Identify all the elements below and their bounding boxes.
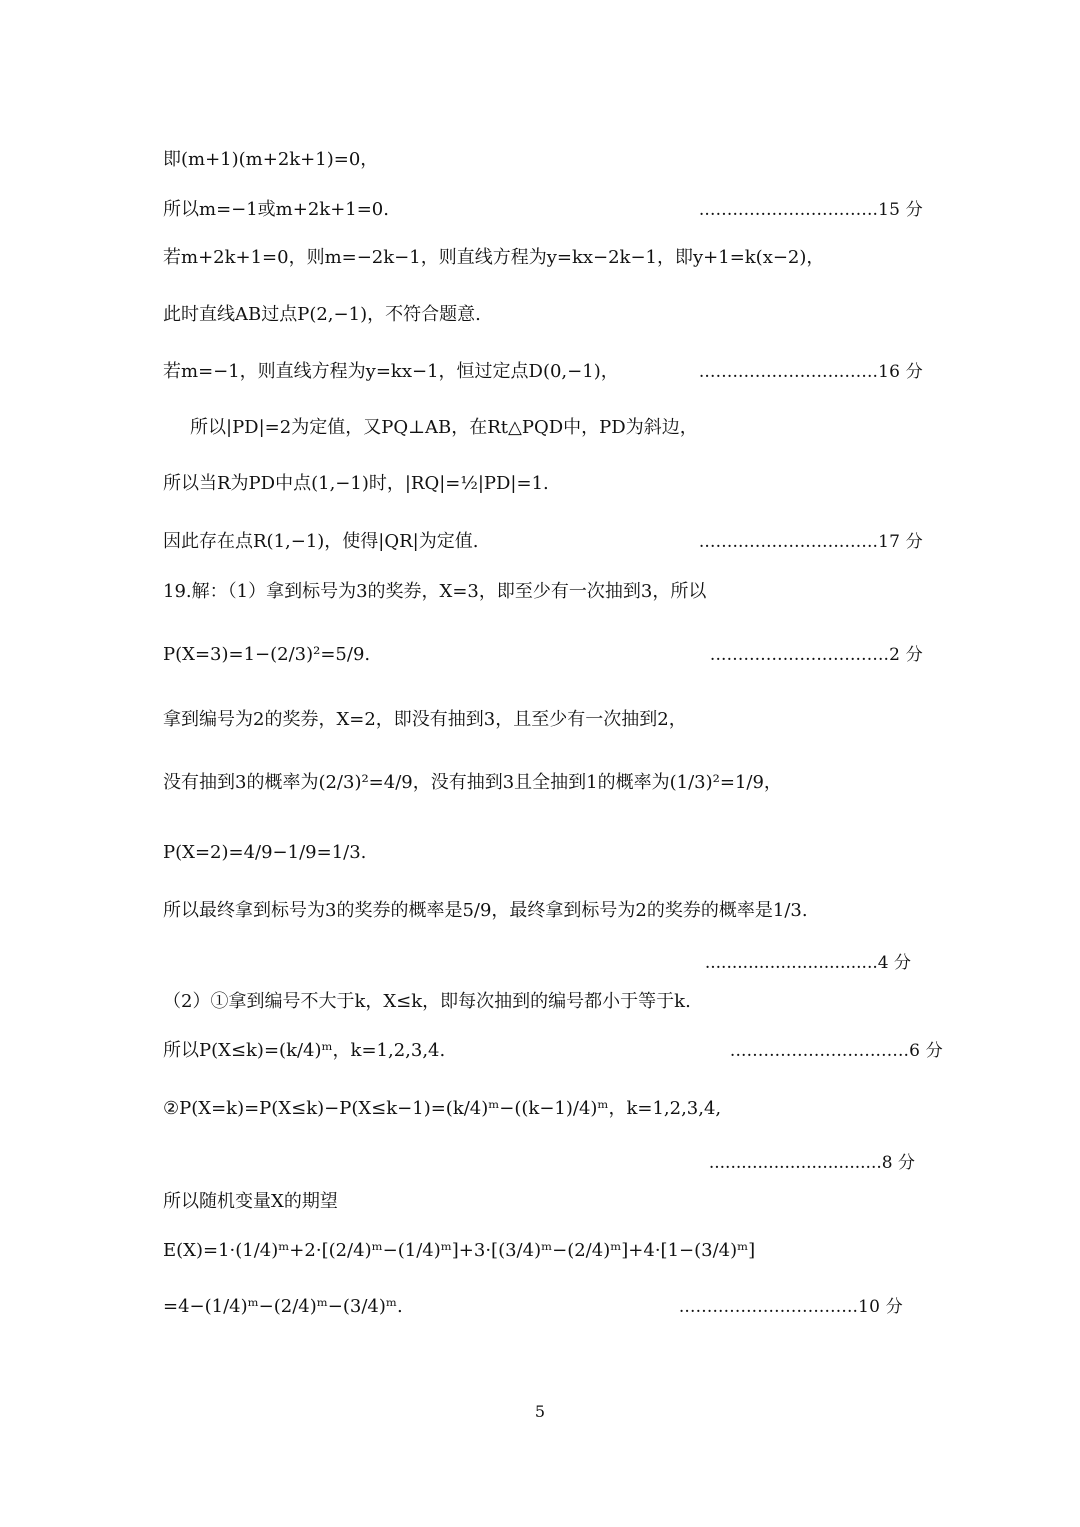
- text-line: 拿到编号为2的奖券，X=2，即没有抽到3，且至少有一次抽到2，: [163, 709, 687, 730]
- text-line: （2）①拿到编号不大于k，X≤k，即每次抽到的编号都小于等于k.: [163, 991, 691, 1012]
- score-marker: ................................15 分: [698, 200, 923, 220]
- formula-line: 没有抽到3的概率为(2/3)²=4/9，没有抽到3且全抽到1的概率为(1/3)²=1/9，: [163, 772, 782, 793]
- score-marker: ................................17 分: [698, 532, 923, 552]
- score-marker: ................................16 分: [698, 362, 923, 382]
- formula-line: P(X=2)=4/9−1/9=1/3.: [163, 842, 367, 863]
- score-line: [163, 948, 911, 972]
- formula-line: 所以P(X≤k)=(k/4)ᵐ，k=1,2,3,4. ................................6 分: [163, 1036, 923, 1066]
- text-line: 所以当R为PD中点(1,−1)时，|RQ|=½|PD|=1.: [163, 473, 549, 494]
- formula-line: E(X)=1·(1/4)ᵐ+2·[(2/4)ᵐ−(1/4)ᵐ]+3·[(3/4)ᵐ−(2/4)ᵐ]+4·[1−(3/4)ᵐ]: [163, 1240, 756, 1261]
- text-line: 若m=−1，则直线方程为y=kx−1，恒过定点D(0,−1)， ................................16 分: [163, 361, 923, 382]
- text-line: 若m+2k+1=0，则m=−2k−1，则直线方程为y=kx−2k−1，即y+1=k(x−2)，: [163, 247, 825, 268]
- text-line: 所以随机变量X的期望: [163, 1191, 338, 1212]
- text-line: 因此存在点R(1,−1)，使得|QR|为定值. ................................17 分: [163, 531, 923, 552]
- score-marker: ................................6 分: [729, 1041, 943, 1061]
- text-line: 所以m=−1或m+2k+1=0. ................................15 分: [163, 199, 923, 220]
- page-number: 5: [534, 1402, 546, 1421]
- text-line: 此时直线AB过点P(2,−1)，不符合题意.: [163, 304, 481, 325]
- formula-line: =4−(1/4)ᵐ−(2/4)ᵐ−(3/4)ᵐ. ................................10 分: [163, 1292, 923, 1322]
- text-line: 所以|PD|=2为定值，又PQ⊥AB，在Rt△PQD中，PD为斜边，: [190, 417, 698, 438]
- text-line: 19.解：（1）拿到标号为3的奖券，X=3，即至少有一次抽到3，所以: [163, 581, 707, 602]
- text-line: 即(m+1)(m+2k+1)=0，: [163, 149, 379, 170]
- score-marker: ................................8 分: [708, 1153, 915, 1173]
- score-marker: ................................10 分: [678, 1297, 903, 1317]
- text-line: 所以最终拿到标号为3的奖券的概率是5/9，最终拿到标号为2的奖券的概率是1/3.: [163, 900, 808, 921]
- score-marker: ................................2 分: [709, 645, 923, 665]
- formula-line: ②P(X=k)=P(X≤k)−P(X≤k−1)=(k/4)ᵐ−((k−1)/4)ᵐ，k=1,2,3,4,: [163, 1098, 722, 1119]
- formula-line: P(X=3)=1−(2/3)²=5/9. ................................2 分: [163, 640, 923, 670]
- score-line: [163, 1148, 915, 1173]
- score-marker: ................................4 分: [704, 953, 911, 973]
